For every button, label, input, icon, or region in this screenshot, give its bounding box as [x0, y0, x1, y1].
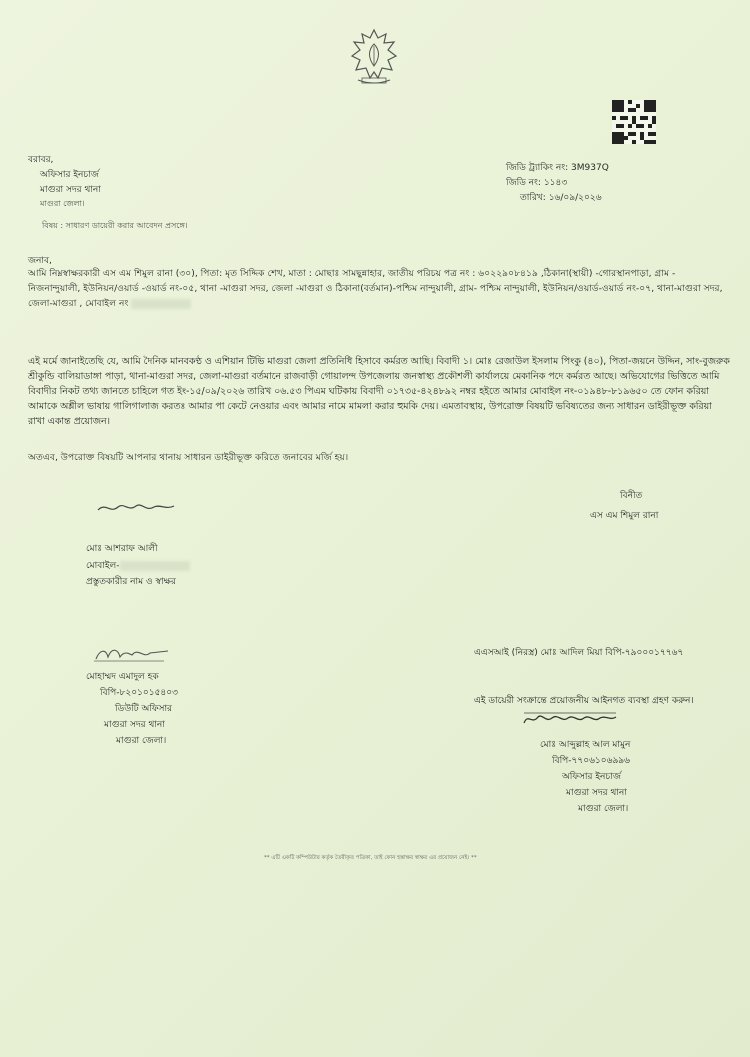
- gd-date: তারিখ: ১৬/০৯/২০২৬: [520, 193, 602, 203]
- duty-officer-bp: বিপি-৮২০১০১৫৪০৩: [100, 688, 178, 698]
- complaint-paragraph: এই মর্মে জানাইতেছি যে, আমি দৈনিক মানবকণ্ঠ ও এশিয়ান টিভি মাগুরা জেলা প্রতিনিধি হিসাবে কর্মরত আছি। বিবাদী ১। মোঃ রেজাউল ইসলাম পিংকু (৪০), পিতা-জয়নে উদ্দিন, সাং-বুজরুক শ্রীকুন্ডি বালিয়াডাঙ্গা পাড়া, থানা-মাগুরা সদর, জেলা-মাগুরা বর্তমানে রাজবাড়ী গোয়ালন্দ উপজেলায় জনস্বাস্থ্য প্রকৌশলী কার্যালয়ে মেকানিক পদে কর্মরত আছে। অভিযোগের ভিত্তিতে আমি বিবাদীর নিকট তথ্য জানতে চাহিলে গত ইং-১৫/০৯/২০২৬ তারিখ ০৬.৫৩ পিএম ঘটিকায় বিবাদী ০১৭৩৫-৪২৪৮৯২ নম্বর হইতে আমার মোবাইল নং-০১৯৪৮-৮১৯৬৫০ তে ফোন করিয়া আমাকে অশ্লীল ভাষায় গালিগালাজ করতঃ আমার পা কেটে নেওয়ার এবং আমার নামে মামলা করার হুমকি দেয়। এমতাবস্থায়, উপরোক্ত বিষয়টি ভবিষ্যতের জন্য সাধারন ডাইরীভূক্ত করিয়া রাখা একান্ত প্রয়োজন।: [28, 356, 730, 427]
- oc-title: অফিসার ইনচার্জ: [562, 772, 621, 782]
- preparer-role: প্রস্তুতকারীর নাম ও স্বাক্ষর: [86, 577, 176, 587]
- oc-signature: [520, 709, 620, 733]
- applicant-details-paragraph: [28, 266, 728, 311]
- qr-code-icon: [612, 100, 656, 144]
- recipient-line-2: অফিসার ইনচার্জ: [40, 170, 99, 180]
- closing-name: এস এম শিমুল রানা: [590, 511, 659, 521]
- duty-officer-signature: [92, 643, 172, 669]
- applicant-signature: [96, 498, 176, 520]
- recipient-line-3: মাগুরা সদর থানা: [40, 185, 101, 195]
- police-emblem-icon: [348, 28, 400, 88]
- request-paragraph: অতএব, উপরোক্ত বিষয়টি আপনার থানায় সাধারন ডাইরীভূক্ত করিতে জনাবের মর্জি হয়।: [28, 452, 349, 463]
- duty-officer-title: ডিউটি অফিসার: [115, 704, 173, 714]
- duty-officer-name: মোহাম্মদ এমাদুল হক: [86, 672, 159, 682]
- oc-district: মাগুরা জেলা।: [578, 804, 629, 814]
- footer-note: ** এটি একটি কম্পিউটার কর্তৃক তৈরীকৃত পত্রিকা, তাই কোন হস্তাক্ষর স্বাক্ষর এর প্রয়োজন নেই। **: [264, 855, 477, 861]
- subject: বিষয় : সাধারণ ডায়েরী করার আবেদন প্রসঙ্গে।: [42, 221, 188, 230]
- oc-station: মাগুরা সদর থানা: [566, 788, 627, 798]
- gd-tracking: জিডি ট্র্যাকিং নং: 3M937Q: [506, 163, 609, 173]
- action-instruction: এই ডায়েরী সংক্রান্তে প্রয়োজনীয় আইনগত ব্যবস্থা গ্রহণ করুন।: [474, 696, 694, 706]
- closing-yours: বিনীত: [620, 491, 643, 501]
- preparer-mobile: [86, 558, 190, 573]
- redacted-preparer-mobile: [120, 561, 190, 571]
- preparer-name: মোঃ আশরাফ আলী: [86, 544, 158, 554]
- preparer-mobile-label: মোবাইল-: [86, 561, 120, 571]
- recipient-line-1: বরাবর,: [28, 155, 54, 165]
- oc-name: মোঃ আব্দুল্লাহ আল মামুন: [540, 740, 631, 750]
- redacted-mobile: [131, 299, 191, 309]
- gd-number: জিডি নং: ১১৪৩: [506, 178, 568, 188]
- salutation: জনাব,: [28, 256, 52, 266]
- oc-bp: বিপি-৭৭০৬১০৬৯৯৬: [552, 756, 630, 766]
- duty-officer-district: মাগুরা জেলা।: [116, 736, 167, 746]
- asi-assignment: এএসআই (নিরস্ত্র) মোঃ আদিল মিয়া বিপি-৭৯০০০১৭৭৬৭: [474, 648, 684, 658]
- applicant-details-text: আমি নিম্নস্বাক্ষরকারী এস এম শিমুল রানা (৩০), পিতা: মৃত সিদ্দিক শেখ, মাতা : মোছাঃ সামছুন্নাহার, জাতীয় পরিচয় পত্র নং : ৬০২২৯০৮৪১৯ ,ঠিকানা(স্থায়ী) -গোরস্থানপাড়া, গ্রাম - নিজনান্দুয়ালী, ইউনিয়ন/ওয়ার্ড -ওয়ার্ড নং-০৫, থানা -মাগুরা সদর, জেলা -মাগুরা ও ঠিকানা(বর্তমান)-পশ্চিম নান্দুয়ালী, গ্রাম- পশ্চিম নান্দুয়ালী, ইউনিয়ন/ওয়ার্ড-ওয়ার্ড নং-০৭, থানা-মাগুরা সদর, জেলা-মাগুরা , মোবাইল নং: [28, 268, 723, 309]
- duty-officer-station: মাগুরা সদর থানা: [104, 720, 165, 730]
- recipient-line-4: মাগুরা জেলা।: [40, 199, 85, 208]
